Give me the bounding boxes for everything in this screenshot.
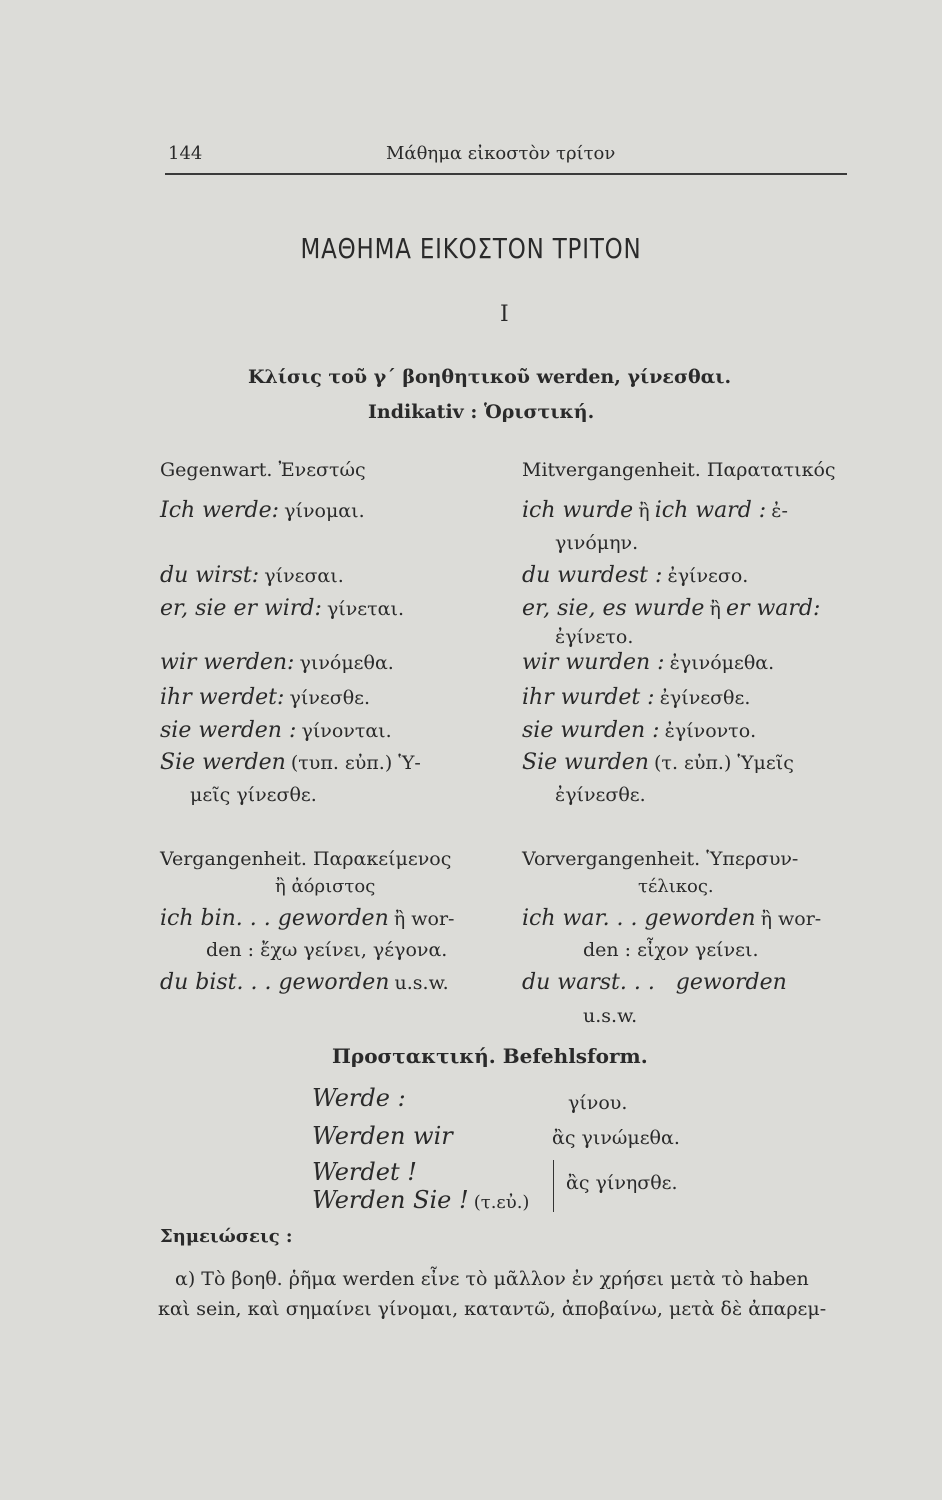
imperfect-row: ihr wurdet : ἐγίνεσθε. xyxy=(522,685,751,710)
present-row: sie werden : γίνονται. xyxy=(160,718,392,743)
pluperfect-row: du warst. . . geworden xyxy=(522,970,787,995)
pluperfect-row-cont: den : εἶχον γείνει. xyxy=(583,939,759,961)
pluperfect-row-cont: u.s.w. xyxy=(583,1005,638,1027)
present-row: Ich werde: γίνομαι. xyxy=(160,498,365,523)
perfect-heading: Vergangenheit. Παρακείμενος xyxy=(160,848,452,870)
present-row: wir werden: γινόμεθα. xyxy=(160,650,394,675)
perfect-row: ich bin. . . geworden ἢ wor- xyxy=(160,906,455,931)
imperative-row: Werden Sie ! (τ.εὐ.) xyxy=(312,1186,530,1214)
pluperfect-heading-cont: τέλικος. xyxy=(638,876,714,897)
perfect-heading-cont: ἢ ἀόριστος xyxy=(275,876,376,897)
present-heading: Gegenwart. Ἐνεστώς xyxy=(160,459,366,481)
imperfect-row-cont: γινόμην. xyxy=(555,532,639,554)
imperfect-heading: Mitvergangenheit. Παρατατικός xyxy=(522,459,836,481)
mood-heading: Indikativ : Ὁριστική. xyxy=(368,401,595,423)
imperfect-row: sie wurden : ἐγίνοντο. xyxy=(522,718,757,743)
present-row: er, sie er wird: γίνεται. xyxy=(160,596,404,621)
imperative-de: Werde : xyxy=(312,1084,406,1112)
imperfect-row-cont: ἐγίνετο. xyxy=(555,626,634,648)
present-row: Sie werden (τυπ. εὐπ.) Ὑ- xyxy=(160,750,421,775)
present-row-cont: μεῖς γίνεσθε. xyxy=(190,784,317,806)
pluperfect-heading: Vorvergangenheit. Ὑπερσυν- xyxy=(522,848,799,870)
imperfect-row: du wurdest : ἐγίνεσο. xyxy=(522,563,749,588)
lesson-title: ΜΑΘΗΜΑ ΕΙΚΟΣΤΟΝ ΤΡΙΤΟΝ xyxy=(300,232,642,265)
imperfect-row: wir wurden : ἐγινόμεθα. xyxy=(522,650,775,675)
present-row: du wirst: γίνεσαι. xyxy=(160,563,344,588)
pluperfect-row: ich war. . . geworden ἢ wor- xyxy=(522,906,822,931)
notes-line: καὶ sein, καὶ σημαίνει γίνομαι, καταντῶ, ἀποβαίνω, μετὰ δὲ ἀπαρεμ- xyxy=(158,1298,827,1320)
imperative-heading: Προστακτική. Befehlsform. xyxy=(332,1044,648,1068)
perfect-row-cont: den : ἔχω γείνει, γέγονα. xyxy=(206,939,448,961)
subtitle: Κλίσις τοῦ γ΄ βοηθητικοῦ werden, γίνεσθαι. xyxy=(248,366,732,388)
imperative-gr: ἂς γινώμεθα. xyxy=(552,1127,680,1149)
section-numeral: I xyxy=(500,302,509,327)
imperative-de: Werden wir xyxy=(312,1122,453,1150)
page-number: 144 xyxy=(168,143,203,164)
running-title: Μάθημα εἰκοστὸν τρίτον xyxy=(386,143,616,164)
header-rule xyxy=(165,173,847,175)
brace xyxy=(553,1160,554,1212)
imperative-de: Werdet ! xyxy=(312,1158,417,1186)
perfect-row: du bist. . . geworden u.s.w. xyxy=(160,970,449,995)
imperative-gr: γίνου. xyxy=(568,1092,628,1114)
imperfect-row: ich wurde ἢ ich ward : ἐ- xyxy=(522,498,788,523)
imperfect-row: Sie wurden (τ. εὐπ.) Ὑμεῖς xyxy=(522,750,794,775)
notes-line: α) Τὸ βοηθ. ῥῆμα werden εἶνε τὸ μᾶλλον ἐν χρήσει μετὰ τὸ haben xyxy=(175,1268,809,1290)
brace-gr: ἂς γίνησθε. xyxy=(566,1172,678,1194)
present-row: ihr werdet: γίνεσθε. xyxy=(160,685,371,710)
imperfect-row: er, sie, es wurde ἢ er ward: xyxy=(522,596,821,621)
notes-heading: Σημειώσεις : xyxy=(160,1226,293,1247)
imperfect-row-cont: ἐγίνεσθε. xyxy=(555,784,646,806)
